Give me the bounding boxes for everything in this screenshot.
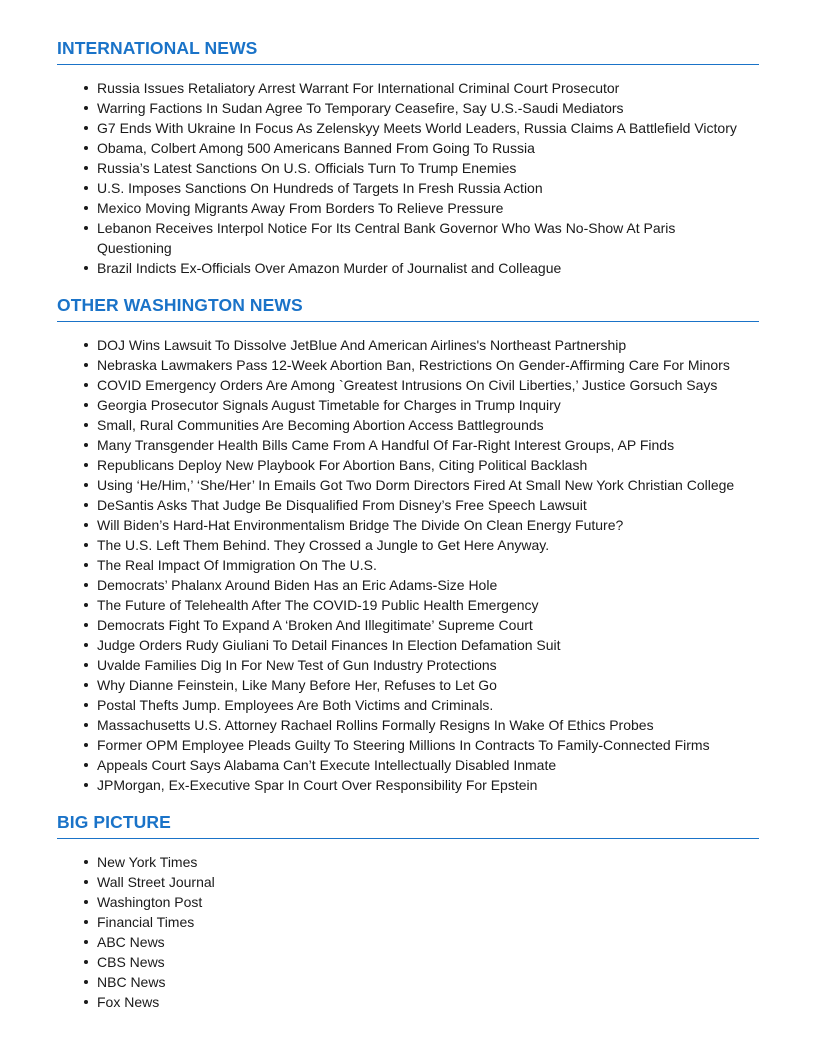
headline-item[interactable]: Postal Thefts Jump. Employees Are Both Victims and Criminals. — [57, 695, 757, 715]
headline-item[interactable]: DeSantis Asks That Judge Be Disqualified From Disney’s Free Speech Lawsuit — [57, 495, 757, 515]
section-big-picture — [57, 811, 759, 1010]
headline-item[interactable]: U.S. Imposes Sanctions On Hundreds of Targets In Fresh Russia Action — [57, 178, 757, 198]
source-list — [57, 852, 757, 1012]
headline-item[interactable]: Former OPM Employee Pleads Guilty To Steering Millions In Contracts To Family-Connected Firms — [57, 735, 757, 755]
headline-item[interactable]: Brazil Indicts Ex-Officials Over Amazon Murder of Journalist and Colleague — [57, 258, 757, 278]
headline-item[interactable]: Russia’s Latest Sanctions On U.S. Officials Turn To Trump Enemies — [57, 158, 757, 178]
headline-list — [57, 78, 757, 278]
section-title: OTHER WASHINGTON NEWS — [57, 294, 759, 322]
headline-item[interactable]: Many Transgender Health Bills Came From A Handful Of Far-Right Interest Groups, AP Finds — [57, 435, 757, 455]
source-link[interactable]: Financial Times — [57, 912, 757, 932]
headline-item[interactable]: Using ‘He/Him,’ ‘She/Her’ In Emails Got Two Dorm Directors Fired At Small New York Christian College — [57, 475, 757, 495]
headline-item[interactable]: Democrats Fight To Expand A ‘Broken And Illegitimate’ Supreme Court — [57, 615, 757, 635]
source-link[interactable]: New York Times — [57, 852, 757, 872]
headline-item[interactable]: Lebanon Receives Interpol Notice For Its Central Bank Governor Who Was No-Show At Paris Questioning — [57, 218, 707, 258]
section-other-washington-news — [57, 294, 759, 793]
headline-item[interactable]: Why Dianne Feinstein, Like Many Before Her, Refuses to Let Go — [57, 675, 757, 695]
source-link[interactable]: NBC News — [57, 972, 757, 992]
source-link[interactable]: Fox News — [57, 992, 757, 1012]
headline-item[interactable]: DOJ Wins Lawsuit To Dissolve JetBlue And American Airlines's Northeast Partnership — [57, 335, 757, 355]
headline-item[interactable]: COVID Emergency Orders Are Among `Greatest Intrusions On Civil Liberties,’ Justice Gorsuch Says — [57, 375, 757, 395]
headline-item[interactable]: Russia Issues Retaliatory Arrest Warrant For International Criminal Court Prosecutor — [57, 78, 757, 98]
section-title: INTERNATIONAL NEWS — [57, 37, 759, 65]
headline-item[interactable]: Republicans Deploy New Playbook For Abortion Bans, Citing Political Backlash — [57, 455, 757, 475]
source-link[interactable]: CBS News — [57, 952, 757, 972]
headline-item[interactable]: The Future of Telehealth After The COVID-19 Public Health Emergency — [57, 595, 757, 615]
headline-item[interactable]: Uvalde Families Dig In For New Test of Gun Industry Protections — [57, 655, 757, 675]
headline-item[interactable]: Warring Factions In Sudan Agree To Temporary Ceasefire, Say U.S.-Saudi Mediators — [57, 98, 757, 118]
headline-item[interactable]: Georgia Prosecutor Signals August Timetable for Charges in Trump Inquiry — [57, 395, 757, 415]
headline-item[interactable]: Small, Rural Communities Are Becoming Abortion Access Battlegrounds — [57, 415, 757, 435]
headline-item[interactable]: Appeals Court Says Alabama Can’t Execute Intellectually Disabled Inmate — [57, 755, 757, 775]
section-title: BIG PICTURE — [57, 811, 759, 839]
source-link[interactable]: ABC News — [57, 932, 757, 952]
headline-item[interactable]: Obama, Colbert Among 500 Americans Banned From Going To Russia — [57, 138, 757, 158]
headline-item[interactable]: G7 Ends With Ukraine In Focus As Zelenskyy Meets World Leaders, Russia Claims A Battlefield Victory — [57, 118, 757, 138]
headline-list — [57, 335, 757, 795]
headline-item[interactable]: Massachusetts U.S. Attorney Rachael Rollins Formally Resigns In Wake Of Ethics Probes — [57, 715, 757, 735]
headline-item[interactable]: Judge Orders Rudy Giuliani To Detail Finances In Election Defamation Suit — [57, 635, 757, 655]
section-international-news — [57, 37, 759, 276]
headline-item[interactable]: JPMorgan, Ex-Executive Spar In Court Over Responsibility For Epstein — [57, 775, 757, 795]
headline-item[interactable]: Mexico Moving Migrants Away From Borders To Relieve Pressure — [57, 198, 757, 218]
source-link[interactable]: Washington Post — [57, 892, 757, 912]
headline-item[interactable]: Will Biden’s Hard-Hat Environmentalism Bridge The Divide On Clean Energy Future? — [57, 515, 757, 535]
headline-item[interactable]: The Real Impact Of Immigration On The U.S. — [57, 555, 757, 575]
headline-item[interactable]: Nebraska Lawmakers Pass 12-Week Abortion Ban, Restrictions On Gender-Affirming Care For Minors — [57, 355, 757, 375]
headline-item[interactable]: Democrats’ Phalanx Around Biden Has an Eric Adams-Size Hole — [57, 575, 757, 595]
source-link[interactable]: Wall Street Journal — [57, 872, 757, 892]
headline-item[interactable]: The U.S. Left Them Behind. They Crossed a Jungle to Get Here Anyway. — [57, 535, 757, 555]
